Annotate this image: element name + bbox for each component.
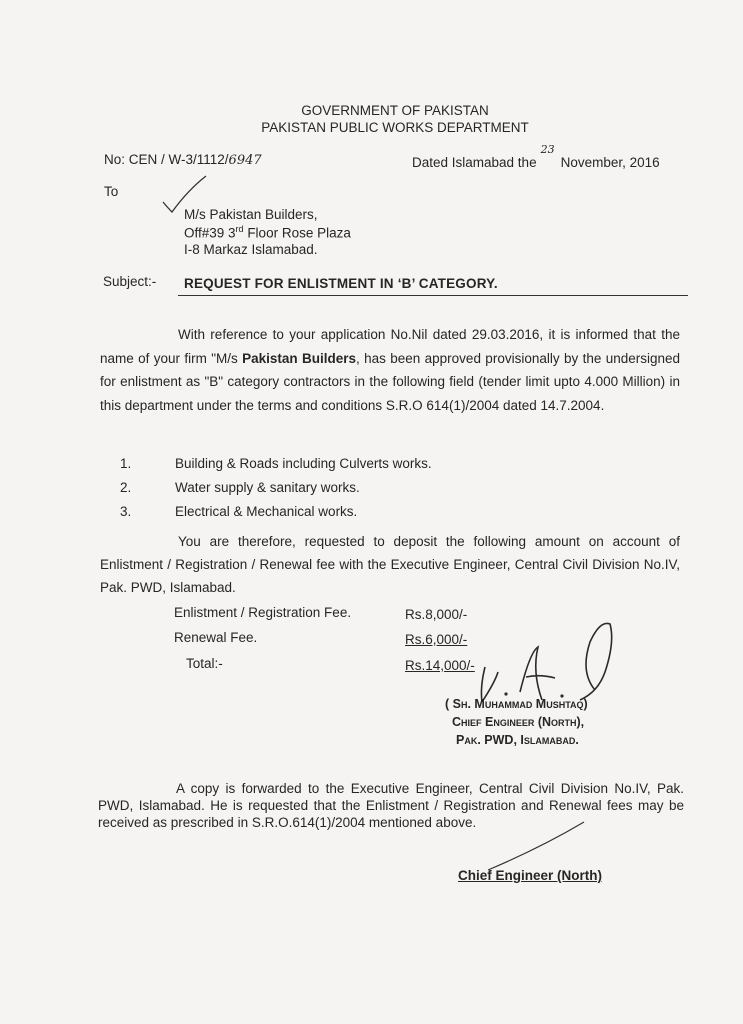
addressee-line1: M/s Pakistan Builders, <box>184 207 318 222</box>
addressee-line3: I-8 Markaz Islamabad. <box>184 242 318 257</box>
header-department: PAKISTAN PUBLIC WORKS DEPARTMENT <box>261 120 529 135</box>
to-label: To <box>104 184 119 199</box>
fee-label: Renewal Fee. <box>174 630 258 645</box>
addressee-line2: Off#39 3rd Floor Rose Plaza <box>184 224 351 241</box>
subject-text: REQUEST FOR ENLISTMENT IN ‘B’ CATEGORY. <box>184 276 498 291</box>
signatory-name: ( Sh. Muhammad Mushtaq) <box>445 697 588 711</box>
reference-number-printed: No: CEN / W-3/1112/ <box>104 152 229 167</box>
signatory-title: Chief Engineer (North), <box>452 715 585 729</box>
subject-underline <box>178 295 688 296</box>
list-item: Building & Roads including Culverts works. <box>175 456 432 471</box>
list-item: Water supply & sanitary works. <box>175 480 360 495</box>
fee-amount: Rs.14,000/- <box>405 658 475 673</box>
signatory-office: Pak. PWD, Islamabad. <box>456 733 579 747</box>
fee-label: Total:- <box>186 656 223 671</box>
fee-amount: Rs.6,000/- <box>405 632 468 647</box>
copy-signatory: Chief Engineer (North) <box>458 868 602 883</box>
dated-suffix: November, 2016 <box>560 155 660 170</box>
copy-paragraph: A copy is forwarded to the Executive Engineer, Central Civil Division No.IV, Pak. PWD, Islamabad. He is requested that the Enlistment / Registration and Renewal fees may be received as prescribed in S.R.O.614(1)/2004 mentioned above. <box>98 781 684 830</box>
reference-number <box>104 152 262 168</box>
dated-line <box>412 143 660 170</box>
list-item-number: 1. <box>120 456 132 471</box>
fee-label: Enlistment / Registration Fee. <box>174 605 352 620</box>
fee-amount: Rs.8,000/- <box>405 607 468 622</box>
list-item: Electrical & Mechanical works. <box>175 504 358 519</box>
list-item-number: 3. <box>120 504 132 519</box>
dated-day-handwritten: 23 <box>540 143 555 156</box>
header-government: GOVERNMENT OF PAKISTAN <box>301 103 489 118</box>
dated-prefix: Dated Islamabad the <box>412 155 537 170</box>
list-item-number: 2. <box>120 480 132 495</box>
body-paragraph-1: With reference to your application No.Nil dated 29.03.2016, it is informed that the name of your firm "M/s Pakistan Builders, has been approved provisionally by the undersigned for enlistment as "B" category contractors in the following field (tender limit upto 4.000 Million) in this department under the terms and conditions S.R.O 614(1)/2004 dated 14.7.2004. <box>100 327 681 413</box>
body-paragraph-2: You are therefore, requested to deposit the following amount on account of Enlistment / Registration / Renewal fee with the Executive Engineer, Central Civil Division No.IV, Pak. PWD, Islamabad. <box>100 534 680 595</box>
subject-label: Subject:- <box>103 274 157 289</box>
reference-number-handwritten: 6947 <box>228 153 262 168</box>
